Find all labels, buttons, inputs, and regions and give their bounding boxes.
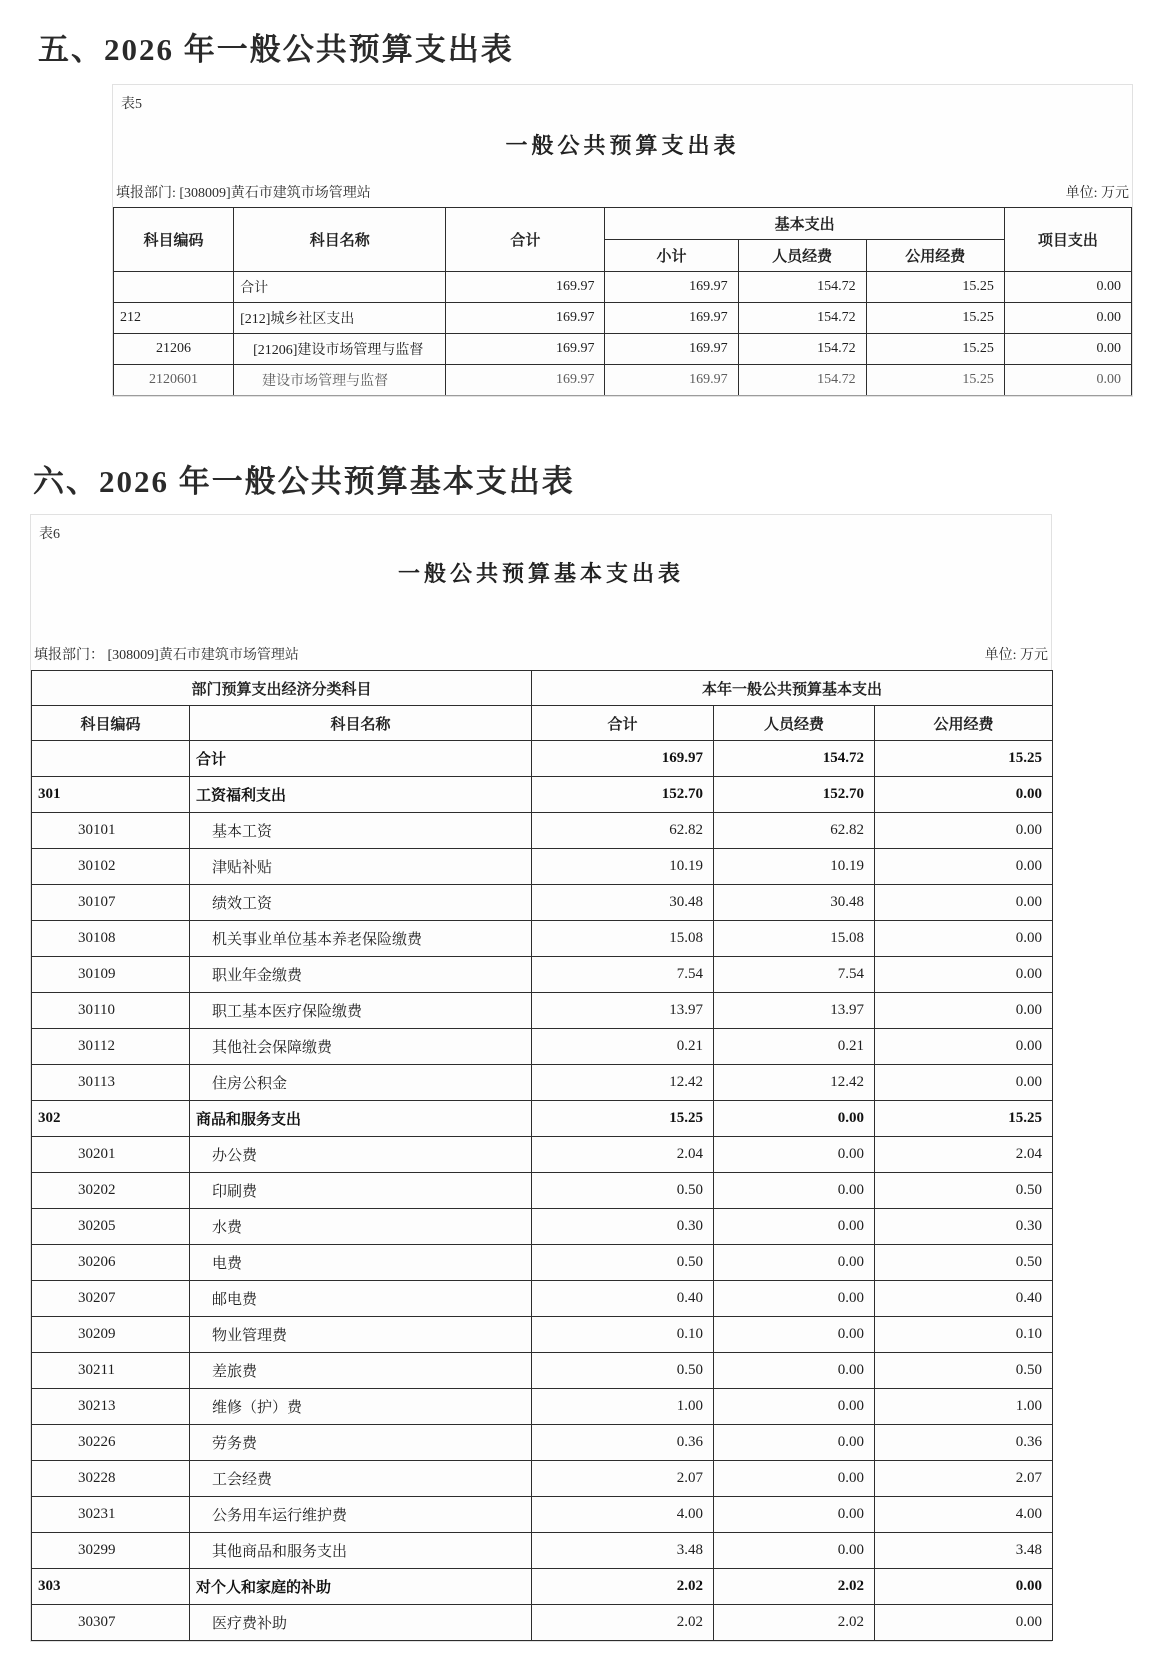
table-row (114, 365, 1132, 396)
section6-heading: 六、2026 年一般公共预算基本支出表 (33, 464, 575, 499)
table-row (32, 1497, 1053, 1533)
name-cell: 建设市场管理与监督 (234, 365, 446, 396)
value-cell: 15.25 (875, 741, 1053, 777)
table-row (32, 1605, 1053, 1641)
code-cell: 30110 (32, 993, 190, 1029)
table6-block (30, 514, 1052, 1642)
name-cell: 工资福利支出 (190, 777, 532, 813)
value-cell: 15.25 (866, 272, 1004, 303)
value-cell: 0.00 (875, 777, 1053, 813)
code-cell: 30101 (32, 813, 190, 849)
code-cell: 303 (32, 1569, 190, 1605)
table6-title: 一般公共预算基本支出表 (397, 561, 684, 586)
name-cell: 商品和服务支出 (190, 1101, 532, 1137)
table5-unit-label: 单位: 万元 (1065, 186, 1129, 201)
table5-title: 一般公共预算支出表 (505, 133, 740, 158)
table-row (32, 1209, 1053, 1245)
value-cell: 62.82 (714, 813, 875, 849)
table-row (32, 1137, 1053, 1173)
col-header-name: 科目名称 (190, 706, 532, 741)
general-budget-expenditure-table (113, 207, 1132, 396)
value-cell: 15.25 (875, 1101, 1053, 1137)
code-cell: 30211 (32, 1353, 190, 1389)
value-cell: 0.50 (875, 1173, 1053, 1209)
table-row (32, 813, 1053, 849)
code-cell: 30112 (32, 1029, 190, 1065)
value-cell: 0.00 (714, 1497, 875, 1533)
code-cell: 21206 (114, 334, 234, 365)
value-cell: 13.97 (532, 993, 714, 1029)
value-cell: 0.10 (532, 1317, 714, 1353)
table-row (32, 1389, 1053, 1425)
value-cell: 2.04 (875, 1137, 1053, 1173)
value-cell: 0.00 (875, 1029, 1053, 1065)
col-header-personnel: 人员经费 (738, 240, 866, 272)
value-cell: 169.97 (605, 334, 738, 365)
value-cell: 3.48 (875, 1533, 1053, 1569)
value-cell: 0.21 (532, 1029, 714, 1065)
value-cell: 169.97 (446, 303, 605, 334)
value-cell: 15.08 (532, 921, 714, 957)
code-cell: 212 (114, 303, 234, 334)
code-cell: 30206 (32, 1245, 190, 1281)
value-cell: 4.00 (532, 1497, 714, 1533)
value-cell: 0.00 (875, 993, 1053, 1029)
value-cell: 2.02 (532, 1605, 714, 1641)
col-header-basic-group: 基本支出 (605, 208, 1004, 240)
value-cell: 15.25 (866, 303, 1004, 334)
name-cell: 合计 (190, 741, 532, 777)
name-cell: 机关事业单位基本养老保险缴费 (190, 921, 532, 957)
value-cell: 0.00 (714, 1245, 875, 1281)
value-cell: 0.00 (875, 921, 1053, 957)
value-cell: 0.50 (532, 1173, 714, 1209)
name-cell: 医疗费补助 (190, 1605, 532, 1641)
value-cell: 0.00 (714, 1533, 875, 1569)
value-cell: 1.00 (532, 1389, 714, 1425)
table5-sheet-label: 表5 (121, 97, 142, 112)
value-cell: 3.48 (532, 1533, 714, 1569)
name-cell: 水费 (190, 1209, 532, 1245)
code-cell: 30108 (32, 921, 190, 957)
col-group-classification: 部门预算支出经济分类科目 (32, 671, 532, 706)
value-cell: 0.00 (1004, 334, 1131, 365)
code-cell: 30226 (32, 1425, 190, 1461)
name-cell: 劳务费 (190, 1425, 532, 1461)
table-row (32, 1569, 1053, 1605)
col-header-public: 公用经费 (875, 706, 1053, 741)
table-row (32, 1461, 1053, 1497)
value-cell: 0.40 (532, 1281, 714, 1317)
code-cell: 30107 (32, 885, 190, 921)
table-row (32, 1353, 1053, 1389)
col-header-subtotal: 小计 (605, 240, 738, 272)
value-cell: 2.02 (532, 1569, 714, 1605)
table6-unit-label: 单位: 万元 (984, 648, 1048, 663)
name-cell: 差旅费 (190, 1353, 532, 1389)
table-row (32, 1317, 1053, 1353)
table-row (32, 885, 1053, 921)
table-row (114, 303, 1132, 334)
table5-body (114, 272, 1132, 396)
code-cell: 30213 (32, 1389, 190, 1425)
value-cell: 0.21 (714, 1029, 875, 1065)
value-cell: 0.40 (875, 1281, 1053, 1317)
value-cell: 169.97 (605, 365, 738, 396)
value-cell: 12.42 (714, 1065, 875, 1101)
value-cell: 0.00 (714, 1281, 875, 1317)
value-cell: 0.00 (875, 1605, 1053, 1641)
value-cell: 2.02 (714, 1569, 875, 1605)
table-row (32, 849, 1053, 885)
value-cell: 154.72 (738, 365, 866, 396)
name-cell: 公务用车运行维护费 (190, 1497, 532, 1533)
value-cell: 15.25 (532, 1101, 714, 1137)
value-cell: 0.00 (714, 1389, 875, 1425)
code-cell: 30207 (32, 1281, 190, 1317)
value-cell: 169.97 (605, 272, 738, 303)
code-cell: 30113 (32, 1065, 190, 1101)
code-cell: 30231 (32, 1497, 190, 1533)
table-row (32, 1281, 1053, 1317)
table-row (32, 993, 1053, 1029)
value-cell: 0.00 (714, 1317, 875, 1353)
value-cell: 0.00 (875, 1065, 1053, 1101)
name-cell: 绩效工资 (190, 885, 532, 921)
value-cell: 0.50 (875, 1245, 1053, 1281)
name-cell: 津贴补贴 (190, 849, 532, 885)
table-row (32, 1173, 1053, 1209)
name-cell: 其他社会保障缴费 (190, 1029, 532, 1065)
value-cell: 2.02 (714, 1605, 875, 1641)
value-cell: 169.97 (446, 334, 605, 365)
col-header-code: 科目编码 (32, 706, 190, 741)
value-cell: 0.00 (714, 1137, 875, 1173)
section5-heading: 五、2026 年一般公共预算支出表 (38, 32, 514, 67)
value-cell: 154.72 (738, 272, 866, 303)
value-cell: 12.42 (532, 1065, 714, 1101)
value-cell: 2.04 (532, 1137, 714, 1173)
name-cell: 职工基本医疗保险缴费 (190, 993, 532, 1029)
code-cell: 30307 (32, 1605, 190, 1641)
name-cell: 其他商品和服务支出 (190, 1533, 532, 1569)
code-cell: 30102 (32, 849, 190, 885)
value-cell: 0.00 (1004, 272, 1131, 303)
value-cell: 0.10 (875, 1317, 1053, 1353)
value-cell: 0.36 (532, 1425, 714, 1461)
code-cell: 302 (32, 1101, 190, 1137)
value-cell: 0.30 (875, 1209, 1053, 1245)
code-cell (114, 272, 234, 303)
value-cell: 0.36 (875, 1425, 1053, 1461)
code-cell (32, 741, 190, 777)
value-cell: 7.54 (532, 957, 714, 993)
value-cell: 1.00 (875, 1389, 1053, 1425)
col-header-code: 科目编码 (114, 208, 234, 272)
value-cell: 30.48 (532, 885, 714, 921)
name-cell: 职业年金缴费 (190, 957, 532, 993)
table6-sheet-label: 表6 (39, 527, 60, 542)
table-row (32, 957, 1053, 993)
table-row (32, 921, 1053, 957)
value-cell: 0.00 (714, 1209, 875, 1245)
col-header-total: 合计 (532, 706, 714, 741)
table6-header-row-1 (32, 671, 1053, 706)
name-cell: 维修（护）费 (190, 1389, 532, 1425)
table-row (32, 1101, 1053, 1137)
value-cell: 0.00 (875, 849, 1053, 885)
value-cell: 7.54 (714, 957, 875, 993)
name-cell: 电费 (190, 1245, 532, 1281)
col-header-personnel: 人员经费 (714, 706, 875, 741)
value-cell: 15.08 (714, 921, 875, 957)
value-cell: 0.30 (532, 1209, 714, 1245)
value-cell: 0.00 (714, 1173, 875, 1209)
table-row (32, 1245, 1053, 1281)
value-cell: 10.19 (714, 849, 875, 885)
table5-block (112, 84, 1133, 397)
value-cell: 0.00 (714, 1101, 875, 1137)
value-cell: 169.97 (605, 303, 738, 334)
code-cell: 301 (32, 777, 190, 813)
col-header-name: 科目名称 (234, 208, 446, 272)
value-cell: 152.70 (714, 777, 875, 813)
name-cell: 印刷费 (190, 1173, 532, 1209)
table-row (32, 741, 1053, 777)
name-cell: 基本工资 (190, 813, 532, 849)
col-header-total: 合计 (446, 208, 605, 272)
table6-department-label: 填报部门： [308009]黄石市建筑市场管理站 (34, 648, 299, 663)
value-cell: 0.00 (714, 1425, 875, 1461)
value-cell: 0.50 (532, 1245, 714, 1281)
value-cell: 0.00 (714, 1461, 875, 1497)
code-cell: 30201 (32, 1137, 190, 1173)
name-cell: 住房公积金 (190, 1065, 532, 1101)
value-cell: 0.00 (1004, 365, 1131, 396)
value-cell: 154.72 (714, 741, 875, 777)
col-header-public: 公用经费 (866, 240, 1004, 272)
table5-header-row-1 (114, 208, 1132, 240)
value-cell: 169.97 (532, 741, 714, 777)
code-cell: 30299 (32, 1533, 190, 1569)
value-cell: 10.19 (532, 849, 714, 885)
value-cell: 62.82 (532, 813, 714, 849)
table-row (114, 334, 1132, 365)
name-cell: 工会经费 (190, 1461, 532, 1497)
col-header-project: 项目支出 (1004, 208, 1131, 272)
table6-body (32, 741, 1053, 1641)
value-cell: 13.97 (714, 993, 875, 1029)
value-cell: 4.00 (875, 1497, 1053, 1533)
value-cell: 0.00 (1004, 303, 1131, 334)
value-cell: 152.70 (532, 777, 714, 813)
table6-header-row-2 (32, 706, 1053, 741)
value-cell: 169.97 (446, 365, 605, 396)
value-cell: 30.48 (714, 885, 875, 921)
code-cell: 30202 (32, 1173, 190, 1209)
table-row (32, 1425, 1053, 1461)
name-cell: [21206]建设市场管理与监督 (234, 334, 446, 365)
value-cell: 2.07 (875, 1461, 1053, 1497)
value-cell: 0.00 (875, 813, 1053, 849)
name-cell: 物业管理费 (190, 1317, 532, 1353)
basic-expenditure-table (31, 670, 1053, 1641)
code-cell: 30228 (32, 1461, 190, 1497)
value-cell: 0.00 (875, 1569, 1053, 1605)
value-cell: 0.50 (532, 1353, 714, 1389)
name-cell: 邮电费 (190, 1281, 532, 1317)
value-cell: 0.00 (875, 957, 1053, 993)
table-row (32, 777, 1053, 813)
value-cell: 154.72 (738, 303, 866, 334)
code-cell: 30205 (32, 1209, 190, 1245)
code-cell: 30209 (32, 1317, 190, 1353)
col-group-current-year-basic: 本年一般公共预算基本支出 (532, 671, 1053, 706)
name-cell: 办公费 (190, 1137, 532, 1173)
code-cell: 2120601 (114, 365, 234, 396)
value-cell: 0.00 (875, 885, 1053, 921)
table-row (114, 272, 1132, 303)
table5-department-label: 填报部门: [308009]黄石市建筑市场管理站 (116, 186, 371, 201)
table-row (32, 1029, 1053, 1065)
table6-meta-row (31, 644, 1051, 664)
name-cell: 对个人和家庭的补助 (190, 1569, 532, 1605)
table5-meta-row (113, 182, 1132, 202)
value-cell: 2.07 (532, 1461, 714, 1497)
value-cell: 0.00 (714, 1353, 875, 1389)
name-cell: 合计 (234, 272, 446, 303)
table-row (32, 1533, 1053, 1569)
value-cell: 0.50 (875, 1353, 1053, 1389)
value-cell: 15.25 (866, 334, 1004, 365)
name-cell: [212]城乡社区支出 (234, 303, 446, 334)
code-cell: 30109 (32, 957, 190, 993)
value-cell: 154.72 (738, 334, 866, 365)
value-cell: 169.97 (446, 272, 605, 303)
table-row (32, 1065, 1053, 1101)
value-cell: 15.25 (866, 365, 1004, 396)
